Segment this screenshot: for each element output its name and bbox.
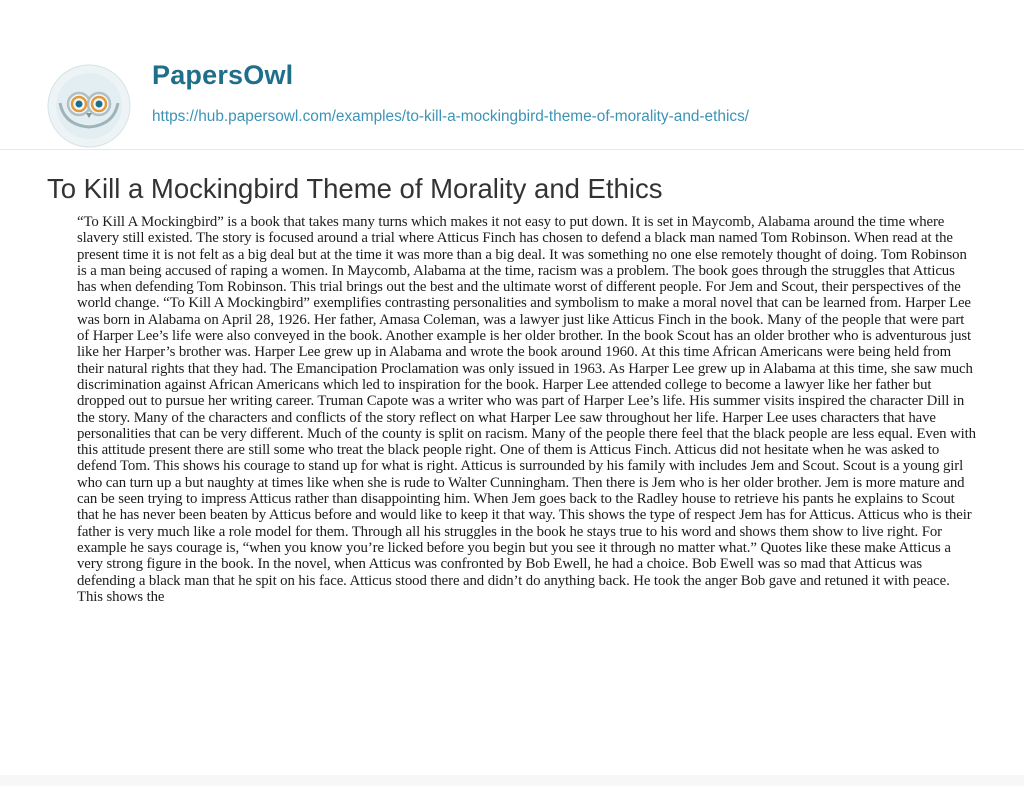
brand-name[interactable]: PapersOwl: [152, 60, 294, 90]
owl-face-logo-icon[interactable]: [46, 63, 132, 149]
header-divider: [0, 149, 1024, 150]
site-header: [0, 0, 1024, 150]
article-body: “To Kill A Mockingbird” is a book that takes many turns which makes it not easy to put down. It is set in Maycomb, Alabama around the time where slavery still existed. The story is focused around a trial where Atticus Finch has chosen to defend a black man named Tom Robinson. When read at the present time it is not felt as a big deal but at the time it was more than a big deal. It was something no one else remotely thought of doing. Tom Robinson is a man being accused of raping a women. In Maycomb, Alabama at the time, racism was a problem. The book goes through the struggles that Atticus has when defending Tom Robinson. This trial brings out the best and the ultimate worst of different people. For Jem and Scout, their perspectives of the world change. “To Kill A Mockingbird” exemplifies contrasting personalities and symbolism to make a moral novel that can be learned from. Harper Lee was born in Alabama on April 28, 1926. Her father, Amasa Coleman, was a lawyer just like Atticus Finch in the book. Many of the people that were part of Harper Lee’s life were also conveyed in the book. Another example is her older brother. In the book Scout has an older brother who is adventurous just like her Harper’s brother was. Harper Lee grew up in Alabama and wrote the book around 1960. At this time African Americans were being held from their natural rights that they had. The Emancipation Proclamation was only issued in 1963. As Harper Lee grew up in Alabama at this time, she saw much discrimination against African Americans which led to inspiration for the book. Harper Lee attended college to become a lawyer like her father but dropped out to pursue her writing career. Truman Capote was a writer who was part of Harper Lee’s life. His summer visits inspired the character Dill in the story. Many of the characters and conflicts of the story reflect on what Harper Lee saw throughout her life. Harper Lee uses characters that have personalities that can be very different. Much of the county is split on racism. Many of the people there feel that the black people are less equal. Even with this attitude present there are still some who treat the black people right. One of them is Atticus Finch. Atticus did not hesitate when he was asked to defend Tom. This shows his courage to stand up for what is right. Atticus is surrounded by his family with includes Jem and Scout. Scout is a young girl who can turn up a but naughty at times like when she is rude to Walter Cunningham. Then there is Jem who is her older brother. Jem is more mature and can be seen trying to impress Atticus rather than disappointing him. When Jem goes back to the Radley house to retrieve his pants he explains to Scout that he has never been beaten by Atticus before and would like to keep it that way. This shows the type of respect Jem has for Atticus. Atticus who is their father is very much like a role model for them. Through all his struggles in the book he stays true to his word and shows them show to live right. For example he says courage is, “when you know you’re licked before you begin but you see it through no matter what.” Quotes like these make Atticus a very strong figure in the book. In the novel, when Atticus was confronted by Bob Ewell, he had a choice. Bob Ewell was so mad that Atticus was defending a black man that he spit on his face. Atticus stood there and didn’t do anything back. He took the anger Bob gave and retuned it with peace. This shows the: [77, 214, 976, 605]
source-url-link[interactable]: https://hub.papersowl.com/examples/to-kill-a-mockingbird-theme-of-morality-and-ethics/: [152, 108, 750, 125]
page-bottom-edge: [0, 775, 1024, 786]
article-title: To Kill a Mockingbird Theme of Morality and Ethics: [47, 173, 663, 204]
